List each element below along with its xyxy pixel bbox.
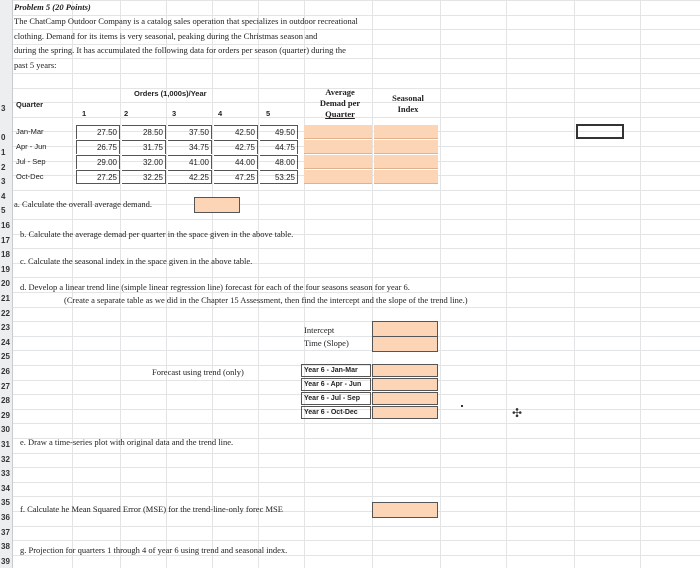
quarter-label: Apr - Jun [16, 142, 47, 151]
row-number[interactable]: 29 [1, 410, 10, 420]
order-value-cell[interactable]: 28.50 [122, 125, 166, 139]
order-value-cell[interactable]: 53.25 [260, 170, 298, 184]
forecast-label: Forecast using trend (only) [152, 367, 244, 377]
row-number[interactable]: 3 [1, 177, 6, 187]
row-number[interactable]: 2 [1, 162, 6, 172]
row-gridline [12, 350, 700, 351]
forecast-row-label: Year 6 - Jan-Mar [301, 364, 371, 377]
forecast-value-input[interactable] [372, 392, 438, 405]
year-header-5: 5 [266, 109, 271, 118]
forecast-row-label: Year 6 - Oct-Dec [301, 406, 371, 419]
row-number[interactable]: 16 [1, 221, 10, 230]
row-gridline [12, 496, 700, 497]
row-number[interactable]: 35 [1, 498, 10, 508]
average-header-line-3: Quarter [325, 109, 355, 119]
row-number[interactable]: 22 [1, 308, 10, 318]
order-value-cell[interactable]: 32.00 [122, 155, 166, 169]
order-value-cell[interactable]: 42.75 [214, 140, 258, 154]
intro-line-2: clothing. Demand for its items is very seasonal, peaking during the Christmas season and [14, 31, 318, 41]
average-header-line-1: Average [325, 87, 355, 97]
order-value-cell[interactable]: 42.25 [168, 170, 212, 184]
row-gridline [12, 277, 700, 278]
row-gridline [12, 307, 700, 308]
row-gridline [12, 73, 700, 74]
order-value-cell[interactable]: 29.00 [76, 155, 120, 169]
average-header-line-2: Demad per [319, 98, 361, 108]
row-number[interactable]: 38 [1, 542, 10, 552]
row-gridline [12, 423, 700, 424]
year-header-2: 2 [124, 109, 129, 118]
row-number[interactable]: 34 [1, 483, 10, 493]
row-number[interactable]: 26 [1, 367, 10, 376]
row-gridline [12, 336, 700, 337]
row-number[interactable]: 18 [1, 250, 10, 260]
seasonal-header [380, 93, 436, 115]
forecast-value-input[interactable] [372, 406, 438, 419]
row-number[interactable]: 30 [1, 425, 10, 435]
row-number[interactable]: 28 [1, 396, 10, 406]
question-a: a. Calculate the overall average demand. [14, 199, 153, 209]
dot-marker [461, 405, 463, 407]
order-value-cell[interactable]: 48.00 [260, 155, 298, 169]
row-gridline [12, 0, 700, 1]
question-b: b. Calculate the average demad per quarter in the space given in the above table. [20, 229, 294, 239]
row-number[interactable]: 39 [1, 556, 10, 566]
order-value-cell[interactable]: 32.25 [122, 170, 166, 184]
row-number[interactable]: 5 [1, 206, 6, 216]
row-number[interactable]: 36 [1, 513, 10, 522]
intro-line-4: past 5 years: [14, 60, 57, 70]
quarter-header: Quarter [16, 100, 44, 109]
order-value-cell[interactable]: 47.25 [214, 170, 258, 184]
orders-group-header: Orders (1,000s)/Year [134, 89, 207, 98]
average-header [312, 87, 368, 120]
slope-label: Time (Slope) [304, 338, 349, 348]
row-number[interactable]: 3 [1, 104, 6, 114]
row-number[interactable]: 1 [1, 148, 6, 157]
row-number[interactable]: 27 [1, 381, 10, 391]
order-value-cell[interactable]: 26.75 [76, 140, 120, 154]
seasonal-header-line-1: Seasonal [392, 93, 424, 103]
column-gridline [574, 0, 575, 568]
year-header-1: 1 [82, 109, 87, 118]
order-value-cell[interactable]: 41.00 [168, 155, 212, 169]
forecast-row-label: Year 6 - Jul - Sep [301, 392, 371, 405]
row-gridline [12, 467, 700, 468]
row-number[interactable]: 4 [1, 191, 6, 201]
quarter-label: Jan-Mar [16, 127, 44, 136]
overall-average-input[interactable] [194, 197, 240, 213]
question-g: g. Projection for quarters 1 through 4 of year 6 using trend and seasonal index. [20, 545, 288, 555]
row-number[interactable]: 17 [1, 235, 10, 245]
row-gridline [12, 526, 700, 527]
forecast-value-input[interactable] [372, 378, 438, 391]
order-value-cell[interactable]: 37.50 [168, 125, 212, 139]
row-gridline [12, 219, 700, 220]
intro-line-1: The ChatCamp Outdoor Company is a catalog sales operation that specializes in outdoor recreational [14, 16, 358, 26]
quarter-label: Jul - Sep [16, 157, 46, 166]
order-value-cell[interactable]: 44.00 [214, 155, 258, 169]
row-number[interactable]: 21 [1, 294, 10, 303]
selected-cell[interactable] [576, 124, 624, 139]
row-number[interactable]: 23 [1, 323, 10, 333]
question-d-note: (Create a separate table as we did in the Chapter 15 Assessment, then find the intercept and the slope of the trend line.) [64, 295, 468, 305]
forecast-row-label: Year 6 - Apr - Jun [301, 378, 371, 391]
slope-input[interactable] [372, 336, 438, 352]
year-header-4: 4 [218, 109, 223, 118]
seasonal-header-line-2: Index [397, 104, 419, 114]
forecast-value-input[interactable] [372, 364, 438, 377]
row-gridline [12, 540, 700, 541]
row-number[interactable]: 19 [1, 264, 10, 274]
question-f: f. Calculate he Mean Squared Error (MSE) for the trend-line-only forec MSE [20, 504, 283, 514]
row-gridline [12, 29, 700, 30]
order-value-cell[interactable]: 44.75 [260, 140, 298, 154]
row-number[interactable]: 31 [1, 440, 10, 449]
row-gridline [12, 453, 700, 454]
row-number[interactable]: 24 [1, 337, 10, 347]
order-value-cell[interactable]: 27.25 [76, 170, 120, 184]
order-value-cell[interactable]: 49.50 [260, 125, 298, 139]
order-value-cell[interactable]: 27.50 [76, 125, 120, 139]
intercept-label: Intercept [304, 325, 335, 335]
row-gridline [12, 248, 700, 249]
mse-input[interactable] [372, 502, 438, 518]
order-value-cell[interactable]: 34.75 [168, 140, 212, 154]
row-number[interactable]: 32 [1, 454, 10, 464]
order-value-cell[interactable]: 31.75 [122, 140, 166, 154]
column-gridline [440, 0, 441, 568]
quarter-label: Oct-Dec [16, 172, 44, 181]
question-c: c. Calculate the seasonal index in the space given in the above table. [20, 256, 253, 266]
column-gridline [506, 0, 507, 568]
row-gridline [12, 482, 700, 483]
row-gridline [12, 190, 700, 191]
question-e: e. Draw a time-series plot with original data and the trend line. [20, 437, 234, 447]
row-number[interactable]: 0 [1, 133, 6, 143]
row-gridline [12, 321, 700, 322]
row-number[interactable]: 25 [1, 352, 10, 362]
row-gridline [12, 58, 700, 59]
order-value-cell[interactable]: 42.50 [214, 125, 258, 139]
intercept-input[interactable] [372, 321, 438, 337]
question-d: d. Develop a linear trend line (simple linear regression line) forecast for each of the four seasons season for year 6. [20, 282, 410, 292]
problem-title: Problem 5 (20 Points) [14, 2, 91, 12]
cursor-plus-icon: ✣ [512, 406, 523, 420]
intro-line-3: during the spring. It has accumulated the following data for orders per season (quarter) during the [14, 45, 346, 55]
column-gridline [640, 0, 641, 568]
row-number[interactable]: 20 [1, 279, 10, 289]
row-number[interactable]: 33 [1, 469, 10, 479]
year-header-3: 3 [172, 109, 177, 118]
row-number[interactable]: 37 [1, 527, 10, 537]
